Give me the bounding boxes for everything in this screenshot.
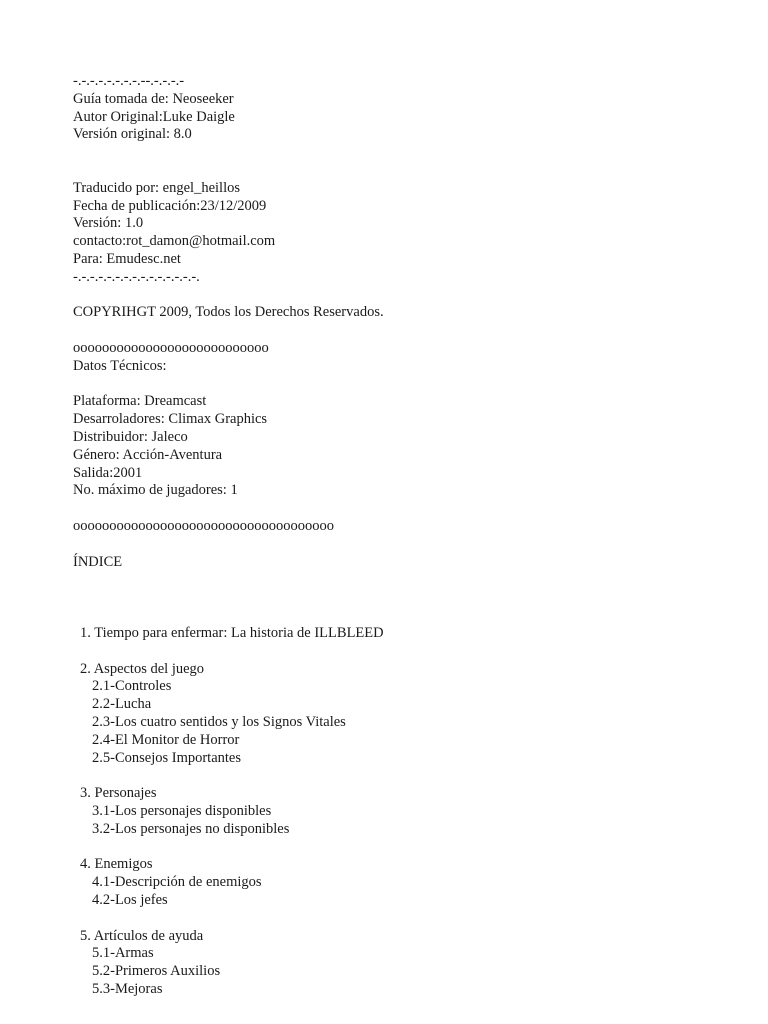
index-heading: ÍNDICE [73, 553, 123, 570]
blank-line [73, 500, 728, 518]
contact-line: contacto:rot_damon@hotmail.com [73, 233, 276, 250]
toc-item: 5.3-Mejoras [92, 980, 163, 997]
toc-section-title: 4. Enemigos [80, 856, 153, 873]
translated-by-line: Traducido por: engel_heillos [73, 179, 240, 196]
blank-line [80, 767, 728, 785]
blank-line [80, 910, 728, 928]
toc-item: 2.1-Controles [92, 678, 172, 695]
genre-line: Género: Acción-Aventura [73, 446, 223, 463]
document-header-block [73, 73, 728, 571]
tech-heading: Datos Técnicos: [73, 357, 167, 374]
original-version-line: Versión original: 8.0 [73, 126, 192, 143]
toc-item: 2.3-Los cuatro sentidos y los Signos Vitales [92, 713, 346, 730]
blank-line [73, 144, 728, 162]
tech-separator-top: ooooooooooooooooooooooooooo [73, 339, 269, 356]
release-line: Salida:2001 [73, 464, 143, 481]
blank-line [73, 322, 728, 340]
separator-top: -.-.-.-.-.-.-.-.--.-.-.-.- [73, 73, 185, 89]
publication-date-line: Fecha de publicación:23/12/2009 [73, 197, 267, 214]
distributor-line: Distribuidor: Jaleco [73, 428, 188, 445]
toc-item: 3.2-Los personajes no disponibles [92, 820, 290, 837]
toc-item: 4.1-Descripción de enemigos [92, 874, 262, 891]
toc-item: 4.2-Los jefes [92, 891, 168, 908]
platform-line: Plataforma: Dreamcast [73, 393, 207, 410]
for-site-line: Para: Emudesc.net [73, 250, 181, 267]
blank-line [73, 162, 728, 180]
version-line: Versión: 1.0 [73, 215, 144, 232]
max-players-line: No. máximo de jugadores: 1 [73, 482, 238, 499]
developers-line: Desarroladores: Climax Graphics [73, 411, 268, 428]
toc-section-title: 3. Personajes [80, 785, 157, 802]
toc-section-title: 1. Tiempo para enfermar: La historia de ILLBLEED [80, 625, 384, 641]
toc-item: 2.5-Consejos Importantes [92, 749, 242, 766]
original-author-line: Autor Original:Luke Daigle [73, 108, 235, 125]
toc-section-title: 5. Artículos de ayuda [80, 927, 204, 944]
separator-bottom: -.-.-.-.-.-.-.-.-.-.-.-.-.-.-. [73, 268, 200, 285]
blank-line [73, 536, 728, 554]
toc-item: 3.1-Los personajes disponibles [92, 802, 272, 819]
toc-section-title: 2. Aspectos del juego [80, 660, 205, 677]
toc-item: 5.2-Primeros Auxilios [92, 963, 221, 980]
blank-line [73, 376, 728, 394]
source-line: Guía tomada de: Neoseeker [73, 90, 234, 107]
copyright-line: COPYRIHGT 2009, Todos los Derechos Reservados. [73, 304, 384, 321]
tech-separator-bottom: oooooooooooooooooooooooooooooooooooo [73, 517, 334, 534]
toc-item: 2.2-Lucha [92, 696, 152, 713]
toc-item: 2.4-El Monitor de Horror [92, 731, 240, 748]
blank-line [80, 839, 728, 857]
blank-line [73, 287, 728, 305]
toc-item: 5.1-Armas [92, 945, 154, 962]
table-of-contents [80, 625, 728, 999]
blank-line [80, 643, 728, 661]
